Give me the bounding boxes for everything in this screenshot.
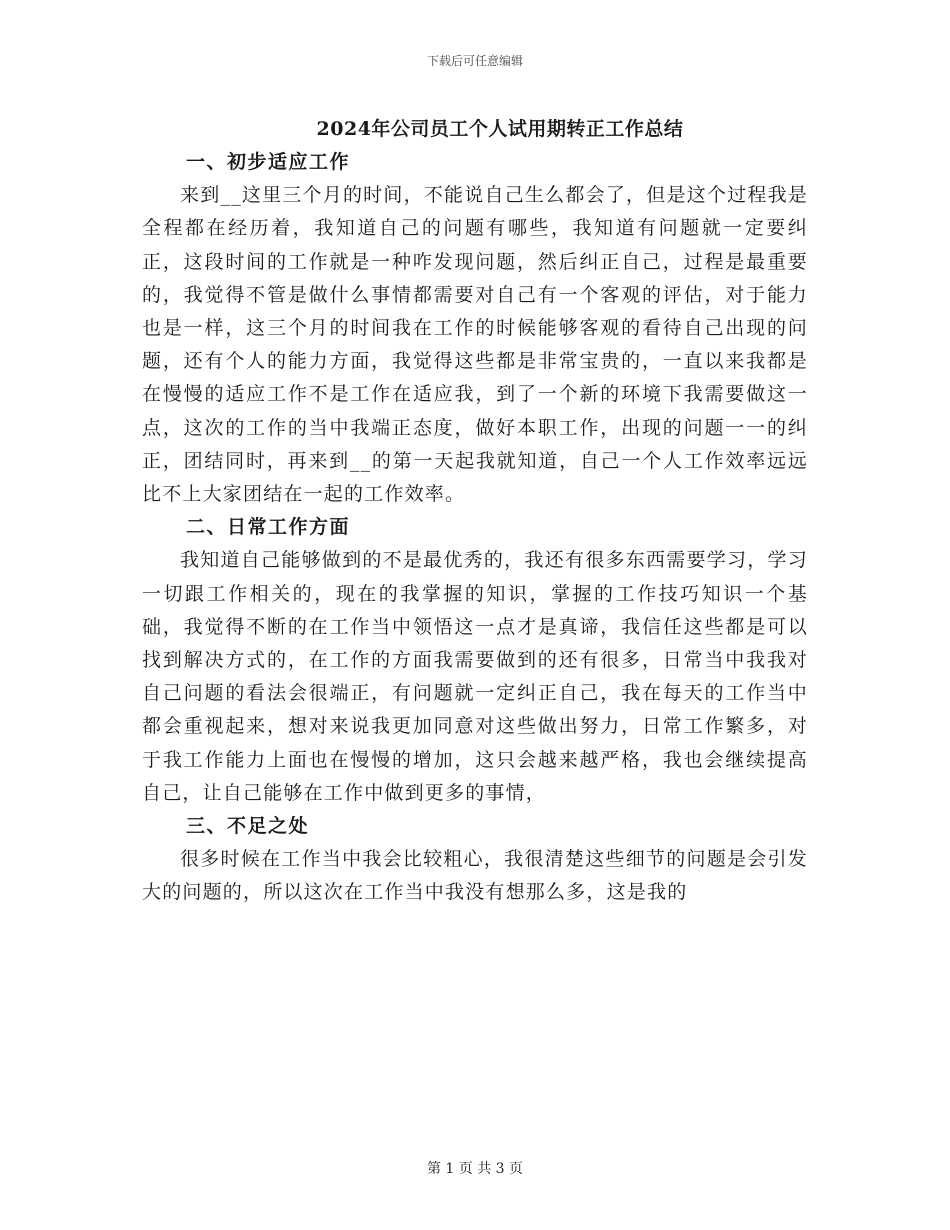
document-body <box>142 146 808 910</box>
section-paragraph-2: 我知道自己能够做到的不是最优秀的，我还有很多东西需要学习，学习一切跟工作相关的，现在的我掌握的知识，掌握的工作技巧知识一个基础，我觉得不断的在工作当中领悟这一点才是真谛，我信任这些都是可以找到解决方式的，在工作的方面我需要做到的还有很多，日常当中我我对自己问题的看法会很端正，有问题就一定纠正自己，我在每天的工作当中都会重视起来，想对来说我更加同意对这些做出努力，日常工作繁多，对于我工作能力上面也在慢慢的增加，这只会越来越严格，我也会继续提高自己，让自己能够在工作中做到更多的事情， <box>142 549 808 804</box>
section-paragraph-3: 很多时候在工作当中我会比较粗心，我很清楚这些细节的问题是会引发大的问题的，所以这次在工作当中我没有想那么多，这是我的 <box>142 848 808 904</box>
document-title: 2024年公司员工个人试用期转正工作总结 <box>316 118 684 140</box>
section-paragraph-1: 来到__这里三个月的时间，不能说自己生么都会了，但是这个过程我是全程都在经历着，我知道自己的问题有哪些，我知道有问题就一定要纠正，这段时间的工作就是一种咋发现问题，然后纠正自己，过程是最重要的，我觉得不管是做什么事情都需要对自己有一个客观的评估，对于能力也是一样，这三个月的时间我在工作的时候能够客观的看待自己出现的问题，还有个人的能力方面，我觉得这些都是非常宝贵的，一直以来我都是在慢慢的适应工作不是工作在适应我，到了一个新的环境下我需要做这一点，这次的工作的当中我端正态度，做好本职工作，出现的问题一一的纠正，团结同时，再来到__的第一天起我就知道，自己一个人工作效率远远比不上大家团结在一起的工作效率。 <box>142 184 808 506</box>
header-note: 下载后可任意编辑 <box>426 54 523 68</box>
section-heading-2: 二、日常工作方面 <box>186 516 351 539</box>
page-number-footer: 第 1 页 共 3 页 <box>426 1161 524 1177</box>
section-heading-1: 一、初步适应工作 <box>186 151 351 173</box>
section-heading-3: 三、不足之处 <box>186 815 310 838</box>
